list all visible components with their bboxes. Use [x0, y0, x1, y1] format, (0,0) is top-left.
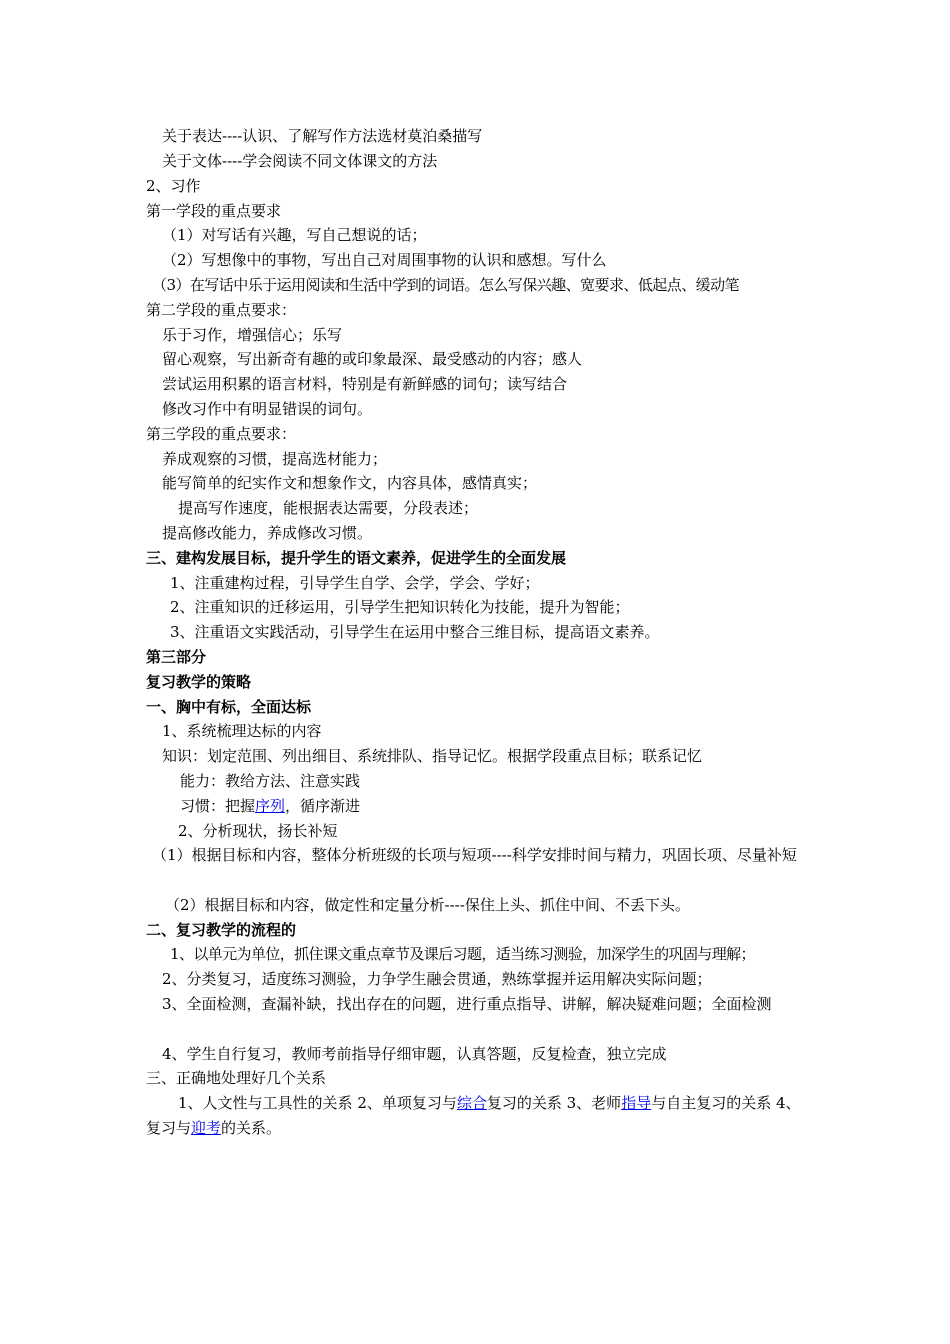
relations-text: 复习的关系 3、老师	[486, 1094, 622, 1112]
text-line: 提高写作速度，能根据表达需要，分段表述；	[178, 499, 479, 517]
relations-text: 与自主复习的关系 4、复习与	[146, 1094, 801, 1137]
text-line: 2、注重知识的迁移运用，引导学生把知识转化为技能，提升为智能；	[170, 598, 630, 616]
text-paragraph: 3、全面检测，查漏补缺，找出存在的问题，进行重点指导、讲解，解决疑难问题；全面检测	[162, 995, 772, 1013]
text-line: （3）在写话中乐于运用阅读和生活中学到的词语。怎么写保兴趣、宽要求、低起点、缓动笔	[152, 276, 739, 294]
text-line: 2、分析现状，扬长补短	[178, 822, 338, 840]
text-line: 尝试运用积累的语言材料，特别是有新鲜感的词句；读写结合	[162, 375, 568, 393]
link-sequence[interactable]: 序列	[255, 797, 286, 815]
section-heading: 第三部分	[146, 648, 207, 666]
text-line: 能力：教给方法、注意实践	[180, 772, 361, 790]
text-line	[180, 794, 850, 819]
habit-before: 习惯：把握	[180, 797, 256, 815]
text-line: 能写简单的纪实作文和想象作文，内容具体，感情真实；	[162, 474, 538, 492]
text-line: 4、学生自行复习，教师考前指导仔细审题，认真答题，反复检查，独立完成	[162, 1045, 667, 1063]
text-line: （1）对写话有兴趣，写自己想说的话；	[162, 226, 427, 244]
section-heading: 三、建构发展目标，提升学生的语文素养，促进学生的全面发展	[146, 549, 567, 567]
text-line: 1、系统梳理达标的内容	[162, 722, 322, 740]
relations-text: 的关系。	[221, 1118, 282, 1137]
text-line: 第一学段的重点要求	[146, 202, 282, 220]
link-exam[interactable]: 迎考	[191, 1118, 222, 1137]
text-line: 留心观察，写出新奇有趣的或印象最深、最受感动的内容；感人	[162, 350, 583, 368]
text-line: 3、注重语文实践活动，引导学生在运用中整合三维目标，提高语文素养。	[170, 623, 660, 641]
text-line: 提高修改能力，养成修改习惯。	[162, 524, 373, 542]
section-heading: 三、正确地处理好几个关系	[146, 1069, 327, 1087]
link-comprehensive[interactable]: 综合	[456, 1094, 487, 1112]
text-line: 关于文体----学会阅读不同文体课文的方法	[162, 152, 438, 170]
text-line: 第三学段的重点要求：	[146, 425, 297, 443]
text-paragraph	[146, 1091, 814, 1141]
section-heading: 一、胸中有标，全面达标	[146, 698, 312, 716]
habit-after: ，循序渐进	[285, 797, 361, 815]
relations-text: 1、人文性与工具性的关系 2、单项复习与	[178, 1094, 457, 1112]
text-line: 第二学段的重点要求：	[146, 301, 297, 319]
link-guidance[interactable]: 指导	[621, 1094, 652, 1112]
text-line: （2）写想像中的事物，写出自己对周围事物的认识和感想。写什么	[162, 251, 607, 269]
text-line: 1、以单元为单位，抓住课文重点章节及课后习题，适当练习测验，加深学生的巩固与理解；	[170, 945, 755, 963]
text-line: 2、分类复习，适度练习测验，力争学生融会贯通，熟练掌握并运用解决实际问题；	[162, 970, 712, 988]
text-line: 养成观察的习惯，提高选材能力；	[162, 450, 388, 468]
text-line: （2）根据目标和内容，做定性和定量分析----保住上头、抓住中间、不丢下头。	[165, 896, 690, 914]
text-paragraph: （1）根据目标和内容，整体分析班级的长项与短项----科学安排时间与精力，巩固长项、尽量补短	[152, 846, 797, 864]
text-line: 知识：划定范围、列出细目、系统排队、指导记忆。根据学段重点目标；联系记忆	[162, 747, 703, 765]
section-heading: 复习教学的策略	[146, 673, 252, 691]
text-line: 1、注重建构过程，引导学生自学、会学，学会、学好；	[170, 574, 540, 592]
text-line: 乐于习作，增强信心；乐写	[162, 326, 343, 344]
section-heading: 二、复习教学的流程的	[146, 921, 297, 939]
section-heading: 2、习作	[146, 177, 201, 195]
text-line: 修改习作中有明显错误的词句。	[162, 400, 373, 418]
text-line: 关于表达----认识、了解写作方法选材莫泊桑描写	[162, 127, 483, 145]
